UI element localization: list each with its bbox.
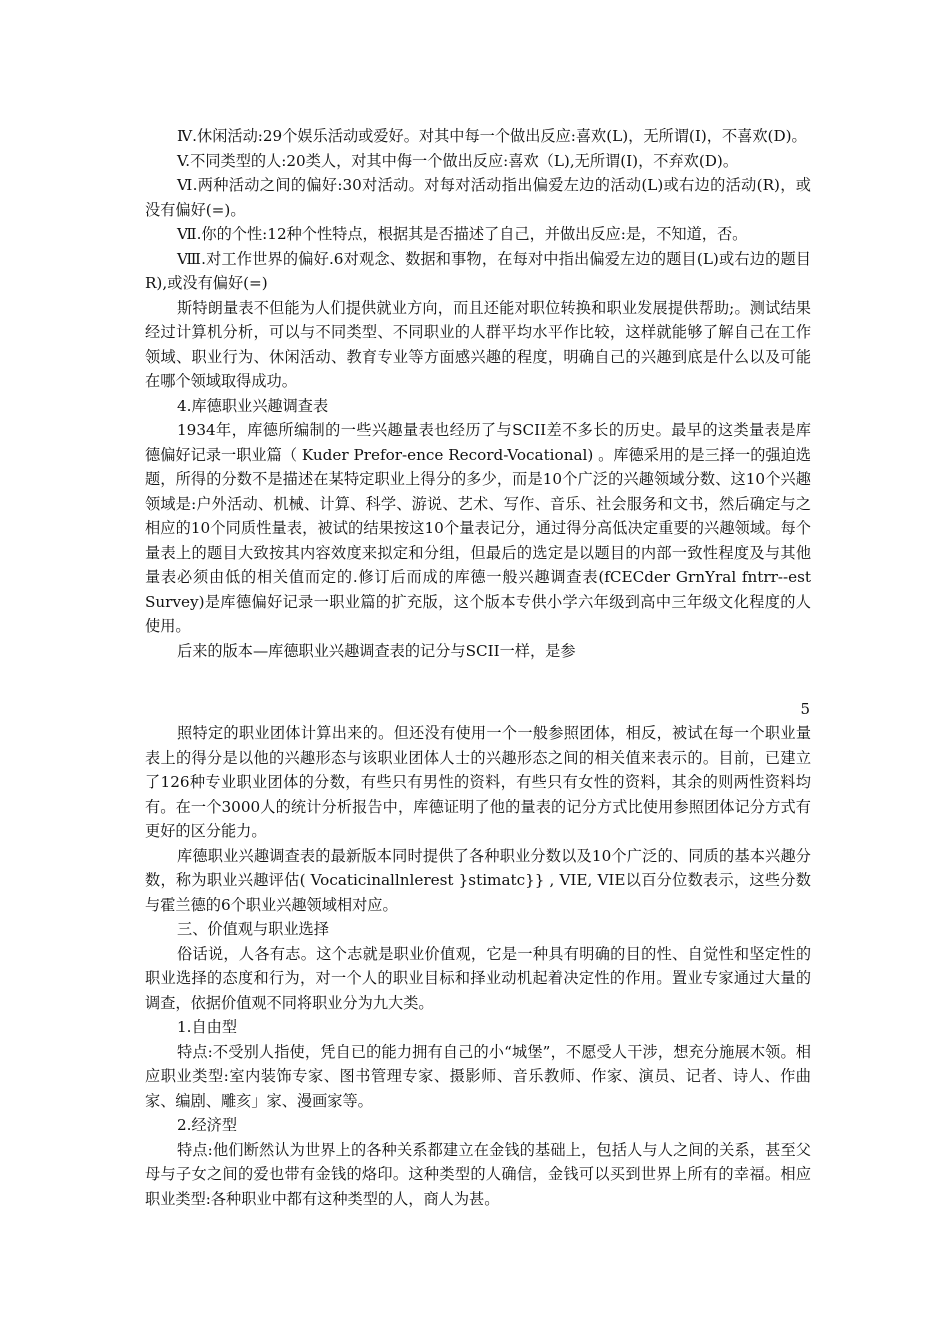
page-number: 5 (800, 700, 810, 718)
text-block-upper (145, 124, 811, 663)
paragraph-strong-scale: 斯特朗量表不但能为人们提供就业方向，而且还能对职位转换和职业发展提供帮助;。测试结果经过计算机分析，可以与不同类型、不同职业的人群平均水平作比较，这样就能够了解自己在工作领域、职业行为、休闲活动、教育专业等方面感兴趣的程度，明确自己的兴趣到底是什么以及可能在哪个领域取得成功。 (145, 298, 811, 390)
text-block-lower (145, 721, 811, 1211)
heading-economic-type: 2.经济型 (177, 1116, 238, 1134)
paragraph-later-version: 后来的版本—库德职业兴趣调查表的记分与SCII一样，是参 (177, 641, 576, 660)
heading-kuder-survey: 4.库德职业兴趣调查表 (177, 396, 329, 415)
item-work-world-preference: Ⅷ.对工作世界的偏好.6对观念、数据和事物，在每对中指出偏爱左边的题目(L)或右边的题目R),或没有偏好(=) (145, 249, 811, 292)
item-activity-preference: Ⅵ.两种活动之间的偏好:30对活动。对每对活动指出偏爱左边的活动(L)或右边的活动(R)，或没有偏好(=)。 (145, 176, 811, 219)
item-personality: Ⅶ.你的个性:12种个性特点，根据其是否描述了自己，并做出反应:是，不知道，否。 (177, 225, 748, 243)
paragraph-economic-type: 特点:他们断然认为世界上的各种关系都建立在金钱的基础上，包括人与人之间的关系，甚至父母与子女之间的爱也带有金钱的烙印。这种类型的人确信，金钱可以买到世界上所有的幸福。相应职业类型:各种职业中都有这种类型的人，商人为甚。 (145, 1140, 811, 1208)
item-leisure-activities: Ⅳ.休闲活动:29个娱乐活动或爱好。对其中每一个做出反应:喜欢(L)，无所谓(I)，不喜欢(D)。 (177, 127, 807, 145)
paragraph-free-type: 特点:不受别人指使，凭自已的能力拥有自己的小“城堡”，不愿受人干涉，想充分施展木领。相应职业类型:室内装饰专家、图书管理专家、摄影师、音乐教师、作家、演员、记者、诗人、作曲家、编剧、雕亥」家、漫画家等。 (145, 1042, 811, 1110)
paragraph-reference-groups: 照特定的职业团体计算出来的。但还没有使用一个一般参照团体，相反，被试在每一个职业量表上的得分是以他的兴趣形态与该职业团体人士的兴趣形态之间的相关值来表示的。目前，已建立了126种专业职业团体的分数，有些只有男性的资料，有些只有女性的资料，其余的则两性资料均有。在一个3000人的统计分析报告中，库德证明了他的量表的记分方式比使用参照团体记分方式有更好的区分能力。 (145, 724, 811, 840)
item-types-of-people: V.不同类型的人:20类人，对其中侮一个做出反应:喜欢（L),无所谓(I)，不弃欢(D)。 (177, 151, 739, 170)
heading-values-and-career: 三、价值观与职业选择 (177, 920, 329, 938)
heading-free-type: 1.自由型 (177, 1018, 238, 1036)
paragraph-values-intro: 俗话说，人各有志。这个志就是职业价值观，它是一种具有明确的目的性、自觉性和坚定性的职业选择的态度和行为，对一个人的职业目标和择业动机起着决定性的作用。置业专家通过大量的调查，依据价值观不同将职业分为九大类。 (145, 944, 811, 1012)
paragraph-latest-version: 库德职业兴趣调查表的最新版本同时提供了各种职业分数以及10个广泛的、同质的基本兴趣分数，称为职业兴趣评估( Vocaticinallnlerest }stimatc}} , VIE, VIE以百分位数表示，这些分数与霍兰德的6个职业兴趣领域相对应。 (145, 846, 811, 914)
paragraph-kuder-history: 1934年，库德所编制的一些兴趣量表也经历了与SCII差不多长的历史。最早的这类量表是库德偏好记录一职业篇（ Kuder Prefor-ence Record-Vocational) 。库德采用的是三择一的强迫选题，所得的分数不是描述在某特定职业上得分的多少，而是10个广泛的兴趣领域分数、这10个兴趣领域是:户外活动、机械、计算、科学、游说、艺术、写作、音乐、社会服务和文书，然后确定与之相应的10个同质性量表，被试的结果按这10个量表记分，通过得分高低决定重要的兴趣领域。每个量表上的题目大致按其内容效度来拟定和分组，但最后的选定是以题目的内部一致性程度及与其他量表必须由低的相关值而定的.修订后而成的库德一般兴趣调查表(fCECder GrnYral fntrr--est Survey)是库德偏好记录一职业篇的扩充版，这个版本专供小学六年级到高中三年级文化程度的人使用。 (145, 421, 811, 635)
